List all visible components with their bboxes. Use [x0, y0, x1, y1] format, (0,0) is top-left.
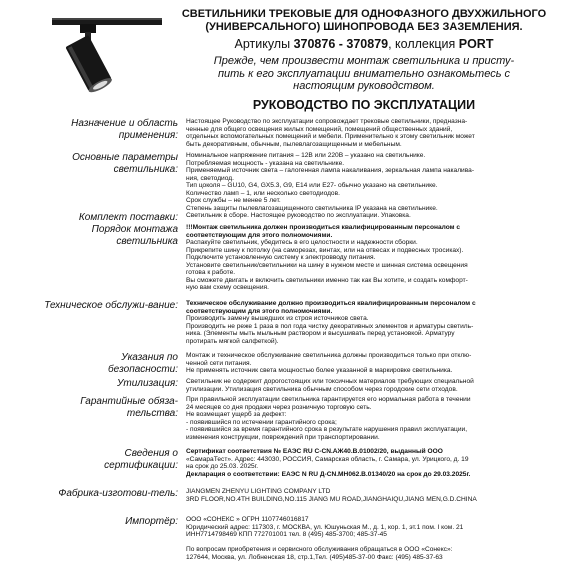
warning-line-1: Прежде, чем произвести монтаж светильника и присту-	[213, 55, 515, 67]
text-line: Прикрепите шину к потолку (на саморезах, винтах, или на отвесах и подвесных тросиках).	[186, 246, 464, 254]
section-text	[186, 488, 556, 503]
articles-line	[168, 37, 560, 52]
section-label: Гарантийные обяза-тельства:	[80, 396, 178, 419]
text-line: ную вам схему освещения.	[186, 284, 269, 291]
section-label: Сведения о сертификации:	[104, 448, 178, 471]
text-line: Потребляемая мощность - указана на светильнике.	[186, 159, 345, 167]
document-title	[168, 8, 560, 34]
text-line: ченные для общего освещения жилых помещений, помещений общественных зданий,	[186, 125, 453, 133]
section-label: Назначение и область применения:	[71, 118, 178, 141]
text-line: Подключите установленную систему к электровводу питания.	[186, 254, 376, 261]
text-line: Монтаж и техническое обслуживание светильника должны производиться только при отклю-	[186, 352, 472, 359]
text-line: Срок службы – не менее 5 лет.	[186, 197, 281, 204]
section-text	[186, 516, 556, 561]
text-line: Установите светильник/светильники на шину в нужном месте и шинная система освещения	[186, 261, 468, 269]
section-label: Основные параметры светильника:	[72, 152, 178, 175]
manual-title: РУКОВОДСТВО ПО ЭКСПЛУАТАЦИИ	[252, 98, 476, 112]
text-line: изменения конструкции, повреждений при транспортировании.	[186, 433, 380, 441]
section-label: Импортёр:	[125, 516, 178, 527]
text-line: ния, светодиод.	[186, 174, 234, 182]
text-line: на срок до 25.03. 2025г.	[186, 463, 259, 470]
text-line: Степень защиты пылевлагозащищенного светильника IP указана на светильнике.	[186, 204, 438, 212]
text-line: 3RD FLOOR,NO.4TH BUILDING,NO.115 JIANG MU ROAD,JIANGHAIQU,JIANG MEN,G.D.CHINA	[186, 495, 477, 503]
title-line-1: СВЕТИЛЬНИКИ ТРЕКОВЫЕ ДЛЯ ОДНОФАЗНОГО ДВУХЖИЛЬНОГО	[181, 8, 547, 20]
text-line: Номинальное напряжение питания – 12В или 220В – указано на светильнике.	[186, 152, 426, 159]
text-line: Производить замену вышедших из строя источников света.	[186, 315, 369, 322]
text-line: готова к работе.	[186, 269, 236, 276]
articles-range: 370876 - 370879	[293, 37, 389, 51]
section-text	[186, 378, 556, 393]
text-line: ника. (Элементы мыть мыльным раствором и высушивать перед установкой. Арматуру	[186, 330, 455, 337]
section-text	[186, 352, 556, 375]
text-line	[186, 539, 556, 547]
text-line-bold: Сертификат соответствия № ЕАЭС RU C-CN.АЖ40.В.01002/20, выданный ООО	[186, 448, 443, 455]
warning-text	[168, 55, 560, 93]
section-label: Порядок монтажа светильника	[91, 224, 178, 247]
text-line: Производить не реже 1 раза в пол года чистку декоративных элементов и арматуры светиль-	[186, 322, 474, 330]
collection-prefix: , коллекция	[388, 37, 456, 51]
section-text	[186, 396, 556, 441]
text-line: Применяемый источник света – галогенная лампа накаливания, зеркальная лампа накалива-	[186, 167, 475, 174]
text-line: Светильник не содержит дорогостоящих или токсичных материалов требующих специальной	[186, 378, 474, 385]
text-line-bold: соответствующим для этого полномочиями.	[186, 231, 333, 239]
text-line: протирать мягкой салфеткой).	[186, 337, 279, 345]
text-line-bold: Декларация о соответствии: ЕАЭС N RU Д-CN.МН062.В.01340/20 на срок до 29.03.2025г.	[186, 470, 471, 478]
section-label: Комплект поставки:	[78, 212, 178, 223]
text-line: При правильной эксплуатации светильника гарантируется его нормальная работа в течении	[186, 396, 471, 403]
section-label: Техническое обслужи-вание:	[44, 300, 178, 311]
text-line: Настоящее Руководство по эксплуатации сопровождает трековые светильники, предназна-	[186, 118, 468, 125]
text-line: Не применять источник света мощностью более указанной в маркировке светильника.	[186, 367, 453, 374]
text-line: ченной сети питания.	[186, 359, 252, 367]
text-line: Распакуйте светильник, убедитесь в его целостности и надежности сборки.	[186, 239, 418, 246]
articles-prefix: Артикулы	[234, 37, 291, 51]
warning-line-2: пить к его эксплуатации внимательно ознакомьтесь с	[217, 67, 511, 80]
text-line: Тип цоколя – GU10, G4, GX5.3, G9, E14 или E27- обычно указано на светильнике.	[186, 182, 438, 189]
text-line: отдельных вспомогательных помещений и мебели. Применительно к этому светильник может	[186, 133, 475, 140]
text-line: «СамараТест». Адрес: 443030, РОССИЯ, Самарская область, г. Самара, ул. Урицкого, д. 19	[186, 455, 469, 463]
collection-name: PORT	[458, 37, 494, 51]
section-label: Фабрика-изготови-тель:	[58, 488, 178, 499]
text-line: ИНН7714798469 КПП 772701001 тел. 8 (495) 485-3700; 485-37-45	[186, 531, 387, 538]
text-line: Не возмещает ущерб за дефект:	[186, 411, 287, 418]
text-line: По вопросам приобретения и сервисного обслуживания обращаться в ООО «Сонекс»:	[186, 546, 453, 553]
text-line-bold: Техническое обслуживание должно производиться квалифицированным персоналом с	[186, 300, 476, 307]
section-text	[186, 300, 556, 345]
section-text	[186, 448, 556, 478]
section-text	[186, 152, 556, 212]
text-line-bold: !!!Монтаж светильника должен производиться квалифицированным персоналом с	[186, 224, 461, 231]
section-text	[186, 212, 556, 220]
text-line-bold: соответствующим для этого полномочиями.	[186, 307, 333, 315]
text-line: Вы сможете двигать и включить светильники именно так как Вы хотите, и создать комфорт-	[186, 276, 468, 284]
text-line: ООО «СОНЕКС » ОГРН 1107746016817	[186, 516, 309, 523]
text-line: Светильник в сборе. Настоящее руководство по эксплуатации. Упаковка.	[186, 212, 411, 219]
text-line: - появившийся за время гарантийного срока в результате нарушения правил эксплуатации,	[186, 426, 468, 433]
section-text	[186, 118, 556, 148]
warning-line-3: настоящим руководством.	[293, 80, 435, 92]
text-line: 24 месяцев со дня продажи через розничную торговую сеть.	[186, 403, 372, 411]
text-line: Количество ламп – 1, или несколько светодиодов.	[186, 189, 340, 197]
track-spotlight-image	[52, 8, 162, 96]
text-line: JIANGMEN ZHENYU LIGHTING COMPANY LTD	[186, 488, 331, 495]
document-header	[0, 0, 570, 112]
text-line: Юридический адрес: 117303, г. МОСКВА, ул. Юшуньская М., д. 1, кор. 1, эт.1 пом. I ком. 21	[186, 523, 464, 531]
section-label: Утилизация:	[117, 378, 178, 389]
section-label: Указания по безопасности:	[108, 352, 178, 375]
text-line: утилизации. Утилизация светильника обычным способом через городские сети отходов.	[186, 385, 458, 393]
text-line: 127644, Москва, ул. Лобненская 18, стр.1,Тел. (495)485-37-00 Факс: (495) 485-37-63	[186, 553, 443, 561]
text-line: быть декоративным, обычным, пылевлагозащищенным и мебельным.	[186, 140, 402, 148]
text-line: - появившийся по истечении гарантийного срока;	[186, 418, 337, 426]
title-line-2: (УНИВЕРСАЛЬНОГО) ШИНОПРОВОДА БЕЗ ЗАЗЕМЛЕНИЯ.	[205, 21, 523, 33]
section-text	[186, 224, 556, 292]
